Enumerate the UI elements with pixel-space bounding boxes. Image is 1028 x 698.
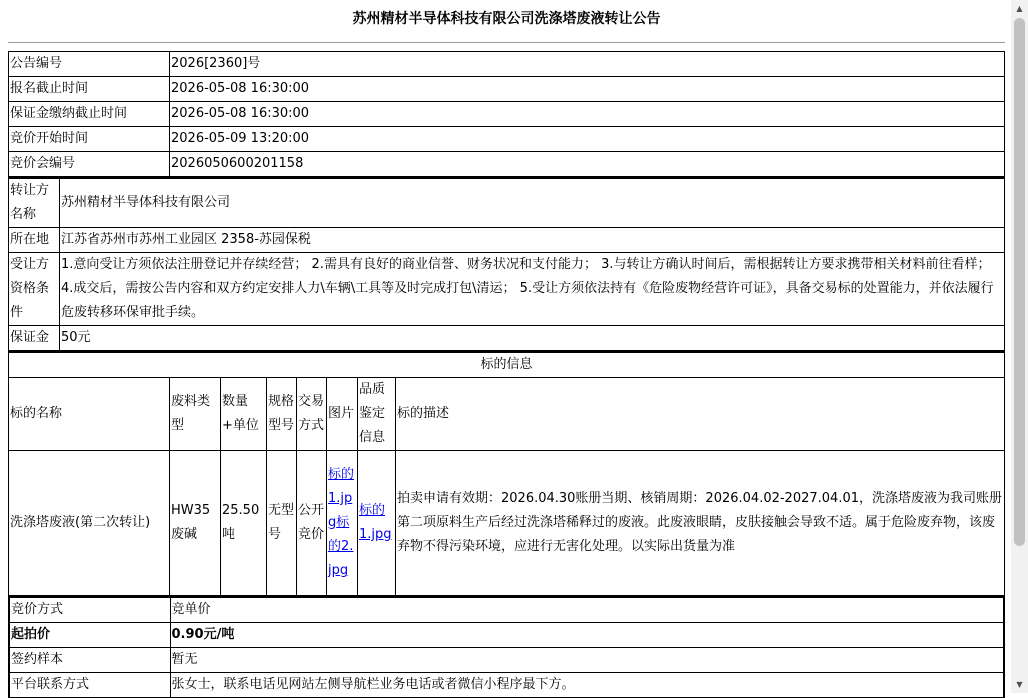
qualification-label: 受让方资格条件	[9, 253, 60, 326]
deposit-label: 保证金	[9, 326, 60, 351]
info-label: 竞价开始时间	[9, 127, 170, 152]
basic-info-table	[8, 51, 1005, 177]
transferor-name-row	[9, 178, 1005, 228]
deposit-row	[9, 326, 1005, 351]
terms-label: 起拍价	[9, 623, 170, 648]
image-link[interactable]: 标的1.jpg	[328, 467, 355, 530]
header-qty: 数量+单位	[221, 378, 267, 451]
header-spec: 规格型号	[267, 378, 297, 451]
terms-value: 张女士，联系电话见网站左侧导航栏业务电话或者微信小程序最下方。	[170, 673, 1004, 698]
info-value: 2026-05-08 16:30:00	[170, 102, 1005, 127]
info-label: 报名截止时间	[9, 77, 170, 102]
info-row	[9, 102, 1005, 127]
terms-value: 竞单价	[170, 597, 1004, 623]
deposit-value: 50元	[60, 326, 1005, 351]
info-label: 公告编号	[9, 52, 170, 77]
lot-section-header	[9, 352, 1005, 378]
lot-quality-cell	[358, 451, 396, 596]
header-desc: 标的描述	[396, 378, 1005, 451]
info-value: 2026-05-09 13:20:00	[170, 127, 1005, 152]
info-row	[9, 52, 1005, 77]
lot-desc: 拍卖申请有效期：2026.04.30账册当期、核销周期：2026.04.02-2027.04.01，洗涤塔废液为我司账册第二项原料生产后经过洗涤塔稀释过的废液。此废液眼睛，皮肤接触会导致不适。属于危险废弃物，该废弃物不得污染环境，应进行无害化处理。以实际出货量为准	[396, 451, 1005, 596]
terms-row	[9, 673, 1004, 698]
lot-header-row	[9, 378, 1005, 451]
lot-images-cell	[327, 451, 358, 596]
terms-row	[9, 623, 1004, 648]
terms-row	[9, 597, 1004, 623]
header-mode: 交易方式	[297, 378, 327, 451]
header-quality: 品质鉴定信息	[358, 378, 396, 451]
transferor-table	[8, 177, 1005, 351]
page-title: 苏州精材半导体科技有限公司洗涤塔废液转让公告	[352, 11, 661, 27]
lot-row	[9, 451, 1005, 596]
terms-row	[9, 648, 1004, 673]
info-label: 竞价会编号	[9, 152, 170, 177]
header-category: 废料类型	[170, 378, 221, 451]
lot-qty: 25.50吨	[221, 451, 267, 596]
lot-spec: 无型号	[267, 451, 297, 596]
image-link[interactable]: 标的2.jpg	[328, 515, 354, 578]
lot-name: 洗涤塔废液(第二次转让)	[9, 451, 170, 596]
title-divider	[8, 42, 1005, 43]
terms-value: 0.90元/吨	[170, 623, 1004, 648]
info-row	[9, 77, 1005, 102]
header-name: 标的名称	[9, 378, 170, 451]
lot-table	[8, 351, 1005, 596]
terms-label: 平台联系方式	[9, 673, 170, 698]
location-row	[9, 228, 1005, 253]
scroll-up-arrow-icon[interactable]: ▲	[1016, 4, 1023, 13]
lot-section-title: 标的信息	[9, 352, 1005, 378]
info-label: 保证金缴纳截止时间	[9, 102, 170, 127]
info-row	[9, 127, 1005, 152]
qualification-value: 1.意向受让方须依法注册登记并存续经营； 2.需具有良好的商业信誉、财务状况和支付能力； 3.与转让方确认时间后，需根据转让方要求携带相关材料前往看样； 4.成交后，需按公告内容和双方约定安排人力\车辆\工具等及时完成打包\清运； 5.受让方须依法持有《危险废物经营许可证》，具备交易标的处置能力，并依法履行危废转移环保审批手续。	[60, 253, 1005, 326]
vertical-scrollbar[interactable]	[1011, 0, 1028, 693]
terms-label: 签约样本	[9, 648, 170, 673]
scrollbar-thumb[interactable]	[1014, 18, 1025, 546]
info-value: 2026050600201158	[170, 152, 1005, 177]
transferor-name-label: 转让方名称	[9, 178, 60, 228]
announcement-page	[8, 0, 1005, 698]
lot-category: HW35废碱	[170, 451, 221, 596]
terms-label: 竞价方式	[9, 597, 170, 623]
terms-value: 暂无	[170, 648, 1004, 673]
location-label: 所在地	[9, 228, 60, 253]
header-images: 图片	[327, 378, 358, 451]
info-row	[9, 152, 1005, 177]
scroll-down-arrow-icon[interactable]: ▼	[1016, 680, 1023, 689]
lot-mode: 公开竞价	[297, 451, 327, 596]
info-value: 2026[2360]号	[170, 52, 1005, 77]
info-value: 2026-05-08 16:30:00	[170, 77, 1005, 102]
quality-report-link[interactable]: 标的1.jpg	[359, 503, 392, 542]
location-value: 江苏省苏州市苏州工业园区 2358-苏园保税	[60, 228, 1005, 253]
terms-table	[8, 596, 1005, 698]
transferor-name-value: 苏州精材半导体科技有限公司	[60, 178, 1005, 228]
qualification-row	[9, 253, 1005, 326]
